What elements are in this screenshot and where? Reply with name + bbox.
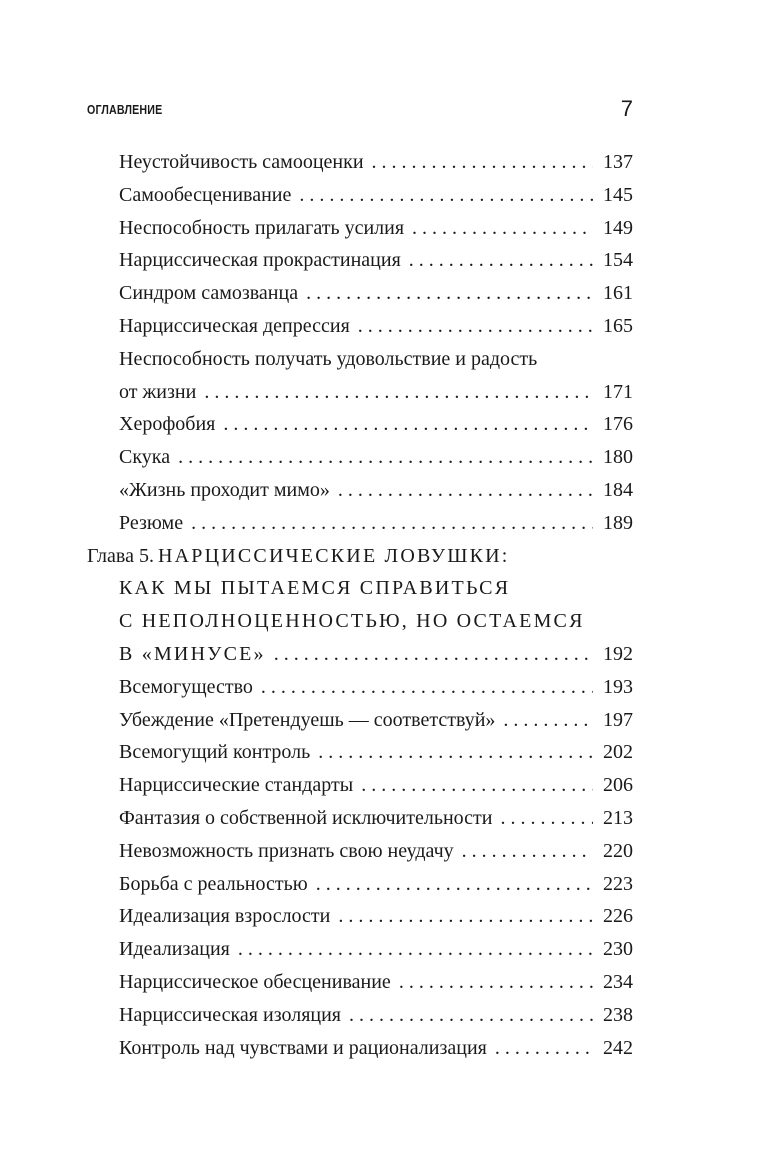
toc-entry-page: 145 [603,183,633,206]
toc-entry-page: 193 [603,675,633,698]
toc-entry-title: Фантазия о собственной исключительности [119,806,493,829]
toc-entry[interactable] [87,277,633,310]
toc-entry-title: Всемогущество [119,675,253,698]
toc-entry-title: Резюме [119,511,184,534]
table-of-contents [87,146,633,1064]
toc-entry-title: Борьба с реальностью [119,872,308,895]
toc-entry[interactable] [87,802,633,835]
toc-entry[interactable] [87,900,633,933]
chapter-label: Глава 5. [87,544,154,567]
toc-entry[interactable] [87,146,633,179]
toc-entry-page: 206 [603,774,633,797]
chapter-heading-line [87,638,633,671]
dot-leader [261,671,593,704]
toc-entry-line [87,343,633,376]
toc-entry-line [87,376,633,409]
toc-entry-title: Неустойчивость самооценки [119,151,364,173]
toc-entry[interactable] [87,408,633,441]
toc-entry-page: 154 [603,249,633,272]
toc-entry-page: 213 [603,806,633,829]
toc-entry-title: Убеждение «Претендуешь — соответствуй» [119,708,496,731]
toc-entry[interactable] [87,507,633,540]
dot-leader [223,408,593,441]
dot-leader [306,277,593,310]
chapter-title-line: НАРЦИССИЧЕСКИЕ ЛОВУШКИ: [157,544,510,567]
toc-entry[interactable] [87,310,633,343]
toc-entry-title: Самообесценивание [119,183,292,206]
toc-entry-page: 234 [603,970,633,993]
page-header [87,96,633,126]
dot-leader [238,933,593,966]
toc-entry-page: 161 [603,282,633,305]
toc-entry-title: Синдром самозванца [119,282,299,305]
toc-entry-page: 184 [603,478,633,501]
toc-entry-title: Контроль над чувствами и рационализация [119,1036,487,1059]
dot-leader [349,999,593,1032]
toc-entry-title: Неспособность получать удовольствие и радость [119,347,538,370]
toc-entry[interactable] [87,179,633,212]
dot-leader [191,507,593,540]
toc-entry-title: Скука [119,446,171,469]
toc-entry-page: 171 [603,380,633,403]
toc-entry-page: 180 [603,446,633,469]
dot-leader [338,900,593,933]
toc-entry[interactable] [87,933,633,966]
toc-entry[interactable] [87,441,633,474]
dot-leader [318,736,593,769]
toc-entry-page: 238 [603,1003,633,1026]
toc-entry[interactable] [87,1032,633,1065]
dot-leader [299,179,593,212]
toc-entry-page: 165 [603,314,633,337]
dot-leader [503,704,593,737]
toc-entry-page: 149 [603,216,633,239]
toc-entry-title: Неспособность прилагать усилия [119,216,405,239]
dot-leader [412,212,593,245]
toc-entry-title: Идеализация [119,938,230,961]
toc-entry-page: 202 [603,741,633,764]
toc-entry[interactable] [87,999,633,1032]
page-number: 7 [620,96,633,121]
dot-leader [338,474,593,507]
chapter-title-line: В «МИНУСЕ» [119,642,266,665]
toc-entry-page: 137 [603,151,633,173]
toc-entry-page: 223 [603,872,633,895]
toc-entry-title: Невозможность признать свою неудачу [119,839,454,862]
toc-entry-page: 220 [603,839,633,862]
toc-entry-title: Нарциссическая депрессия [119,314,350,337]
dot-leader [399,966,593,999]
dot-leader [361,769,593,802]
chapter-heading-line [87,572,633,605]
toc-entry-title: Херофобия [119,413,216,436]
dot-leader [495,1032,593,1065]
toc-entry-page: 230 [603,938,633,961]
toc-entry[interactable] [87,769,633,802]
toc-entry-title: «Жизнь проходит мимо» [119,478,330,501]
toc-entry-title: Нарциссические стандарты [119,774,354,797]
toc-entry-page: 197 [603,708,633,731]
dot-leader [274,638,593,671]
chapter-title-line: С НЕПОЛНОЦЕННОСТЬЮ, НО ОСТАЕМСЯ [119,610,585,633]
toc-entry-title: Нарциссическое обесценивание [119,970,391,993]
toc-entry[interactable] [87,704,633,737]
toc-entry[interactable] [87,868,633,901]
dot-leader [409,244,593,277]
dot-leader [316,868,593,901]
toc-entry-page: 176 [603,413,633,436]
toc-entry-title-continued: от жизни [119,380,197,403]
toc-entry[interactable] [87,671,633,704]
running-title: ОГЛАВЛЕНИЕ [87,102,163,117]
chapter-heading-line [87,605,633,638]
toc-entry-page: 189 [603,511,633,534]
toc-entry[interactable] [87,966,633,999]
toc-entry[interactable] [87,736,633,769]
toc-entry-title: Нарциссическая прокрастинация [119,249,401,272]
dot-leader [358,310,593,343]
toc-entry-title: Всемогущий контроль [119,741,311,764]
chapter-page: 192 [603,642,633,665]
chapter-heading-line [87,540,633,573]
dot-leader [178,441,593,474]
dot-leader [204,376,593,409]
toc-entry-multiline[interactable] [87,343,633,409]
dot-leader [501,802,594,835]
dot-leader [372,146,593,179]
chapter-title-line: КАК МЫ ПЫТАЕМСЯ СПРАВИТЬСЯ [119,577,511,600]
chapter-heading[interactable] [87,540,633,671]
toc-entry[interactable] [87,244,633,277]
toc-entry-title: Нарциссическая изоляция [119,1003,341,1026]
toc-entry[interactable] [87,474,633,507]
toc-entry[interactable] [87,212,633,245]
toc-entry[interactable] [87,835,633,868]
toc-entry-title: Идеализация взрослости [119,905,331,928]
toc-entry-page: 226 [603,905,633,928]
toc-entry-page: 242 [603,1036,633,1059]
dot-leader [462,835,593,868]
